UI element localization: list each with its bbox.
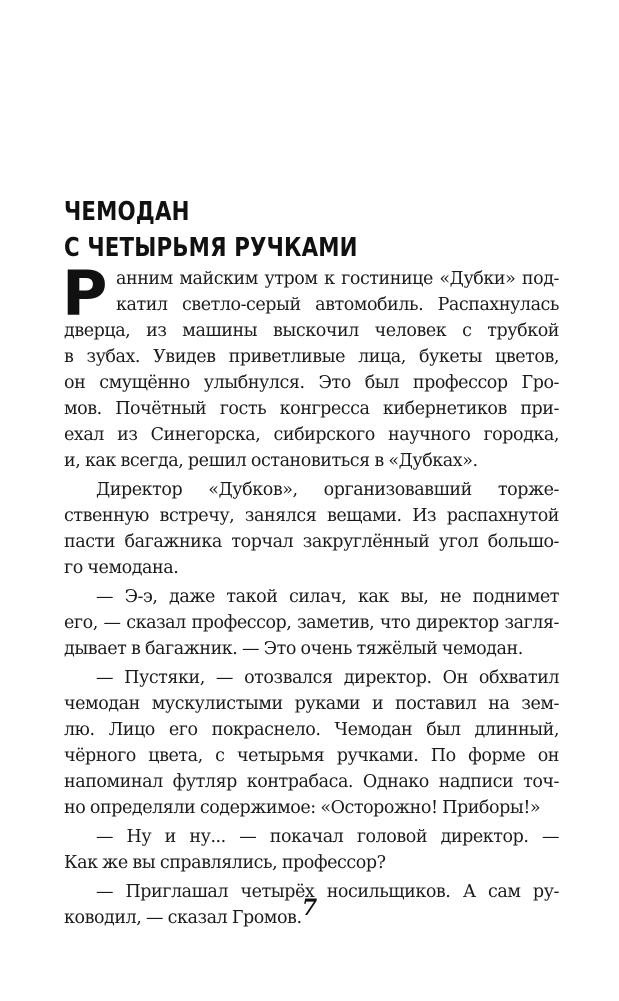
text-line: — Приглашал четырёх носильщиков. А сам ру- (96, 882, 559, 902)
text-line: его, — сказал профессор, заметив, что директор загля- (64, 613, 559, 633)
text-line: Как же вы справлялись, профессор? (64, 853, 386, 873)
text-line: анним майским утром к гостинице «Дубки» под- (116, 269, 559, 289)
text-line: Директор «Дубков», организовавший торже- (96, 480, 559, 500)
text-line: дверца, из машины выскочил человек с трубкой (64, 321, 559, 341)
text-line: дывает в багажник. — Это очень тяжёлый чемодан. (64, 639, 523, 659)
chapter-title-line-1: ЧЕМОДАН (64, 197, 190, 227)
text-line: лю. Лицо его покраснело. Чемодан был длинный, (64, 720, 559, 740)
page-number: 7 (301, 895, 318, 921)
text-line: чёрного цвета, с четырьмя ручками. По форме он (64, 746, 559, 766)
text-line: го чемодана. (64, 558, 179, 578)
text-line: и, как всегда, решил остановиться в «Дубках». (64, 451, 478, 471)
drop-cap: Р (62, 257, 108, 330)
text-line: ственную встречу, занялся вещами. Из распахнутой (64, 506, 559, 526)
text-line: напоминал футляр контрабаса. Однако надписи точ- (64, 772, 559, 792)
text-line: ководил, — сказал Громов. (64, 908, 302, 928)
chapter-title-line-2: С ЧЕТЫРЬМЯ РУЧКАМИ (64, 233, 358, 263)
text-line: пасти багажника торчал закруглённый угол большо- (64, 532, 559, 552)
text-line: мов. Почётный гость конгресса кибернетиков при- (64, 399, 559, 419)
text-line: ехал из Синегорска, сибирского научного городка, (64, 425, 559, 445)
text-line: — Э-э, даже такой силач, как вы, не поднимет (96, 587, 559, 607)
chapter-title (64, 194, 474, 266)
text-line: но определяли содержимое: «Осторожно! Приборы!» (64, 798, 541, 818)
text-line: он смущённо улыбнулся. Это был профессор Гро- (64, 373, 559, 393)
text-line: катил светло-серый автомобиль. Распахнулась (116, 295, 559, 315)
body-text (62, 257, 559, 931)
text-line: — Ну и ну... — покачал головой директор. — (96, 827, 559, 847)
text-line: чемодан мускулистыми руками и поставил на зем- (64, 694, 559, 714)
text-line: — Пустяки, — отозвался директор. Он обхватил (96, 668, 559, 688)
text-line: в зубах. Увидев приветливые лица, букеты цветов, (64, 347, 559, 367)
